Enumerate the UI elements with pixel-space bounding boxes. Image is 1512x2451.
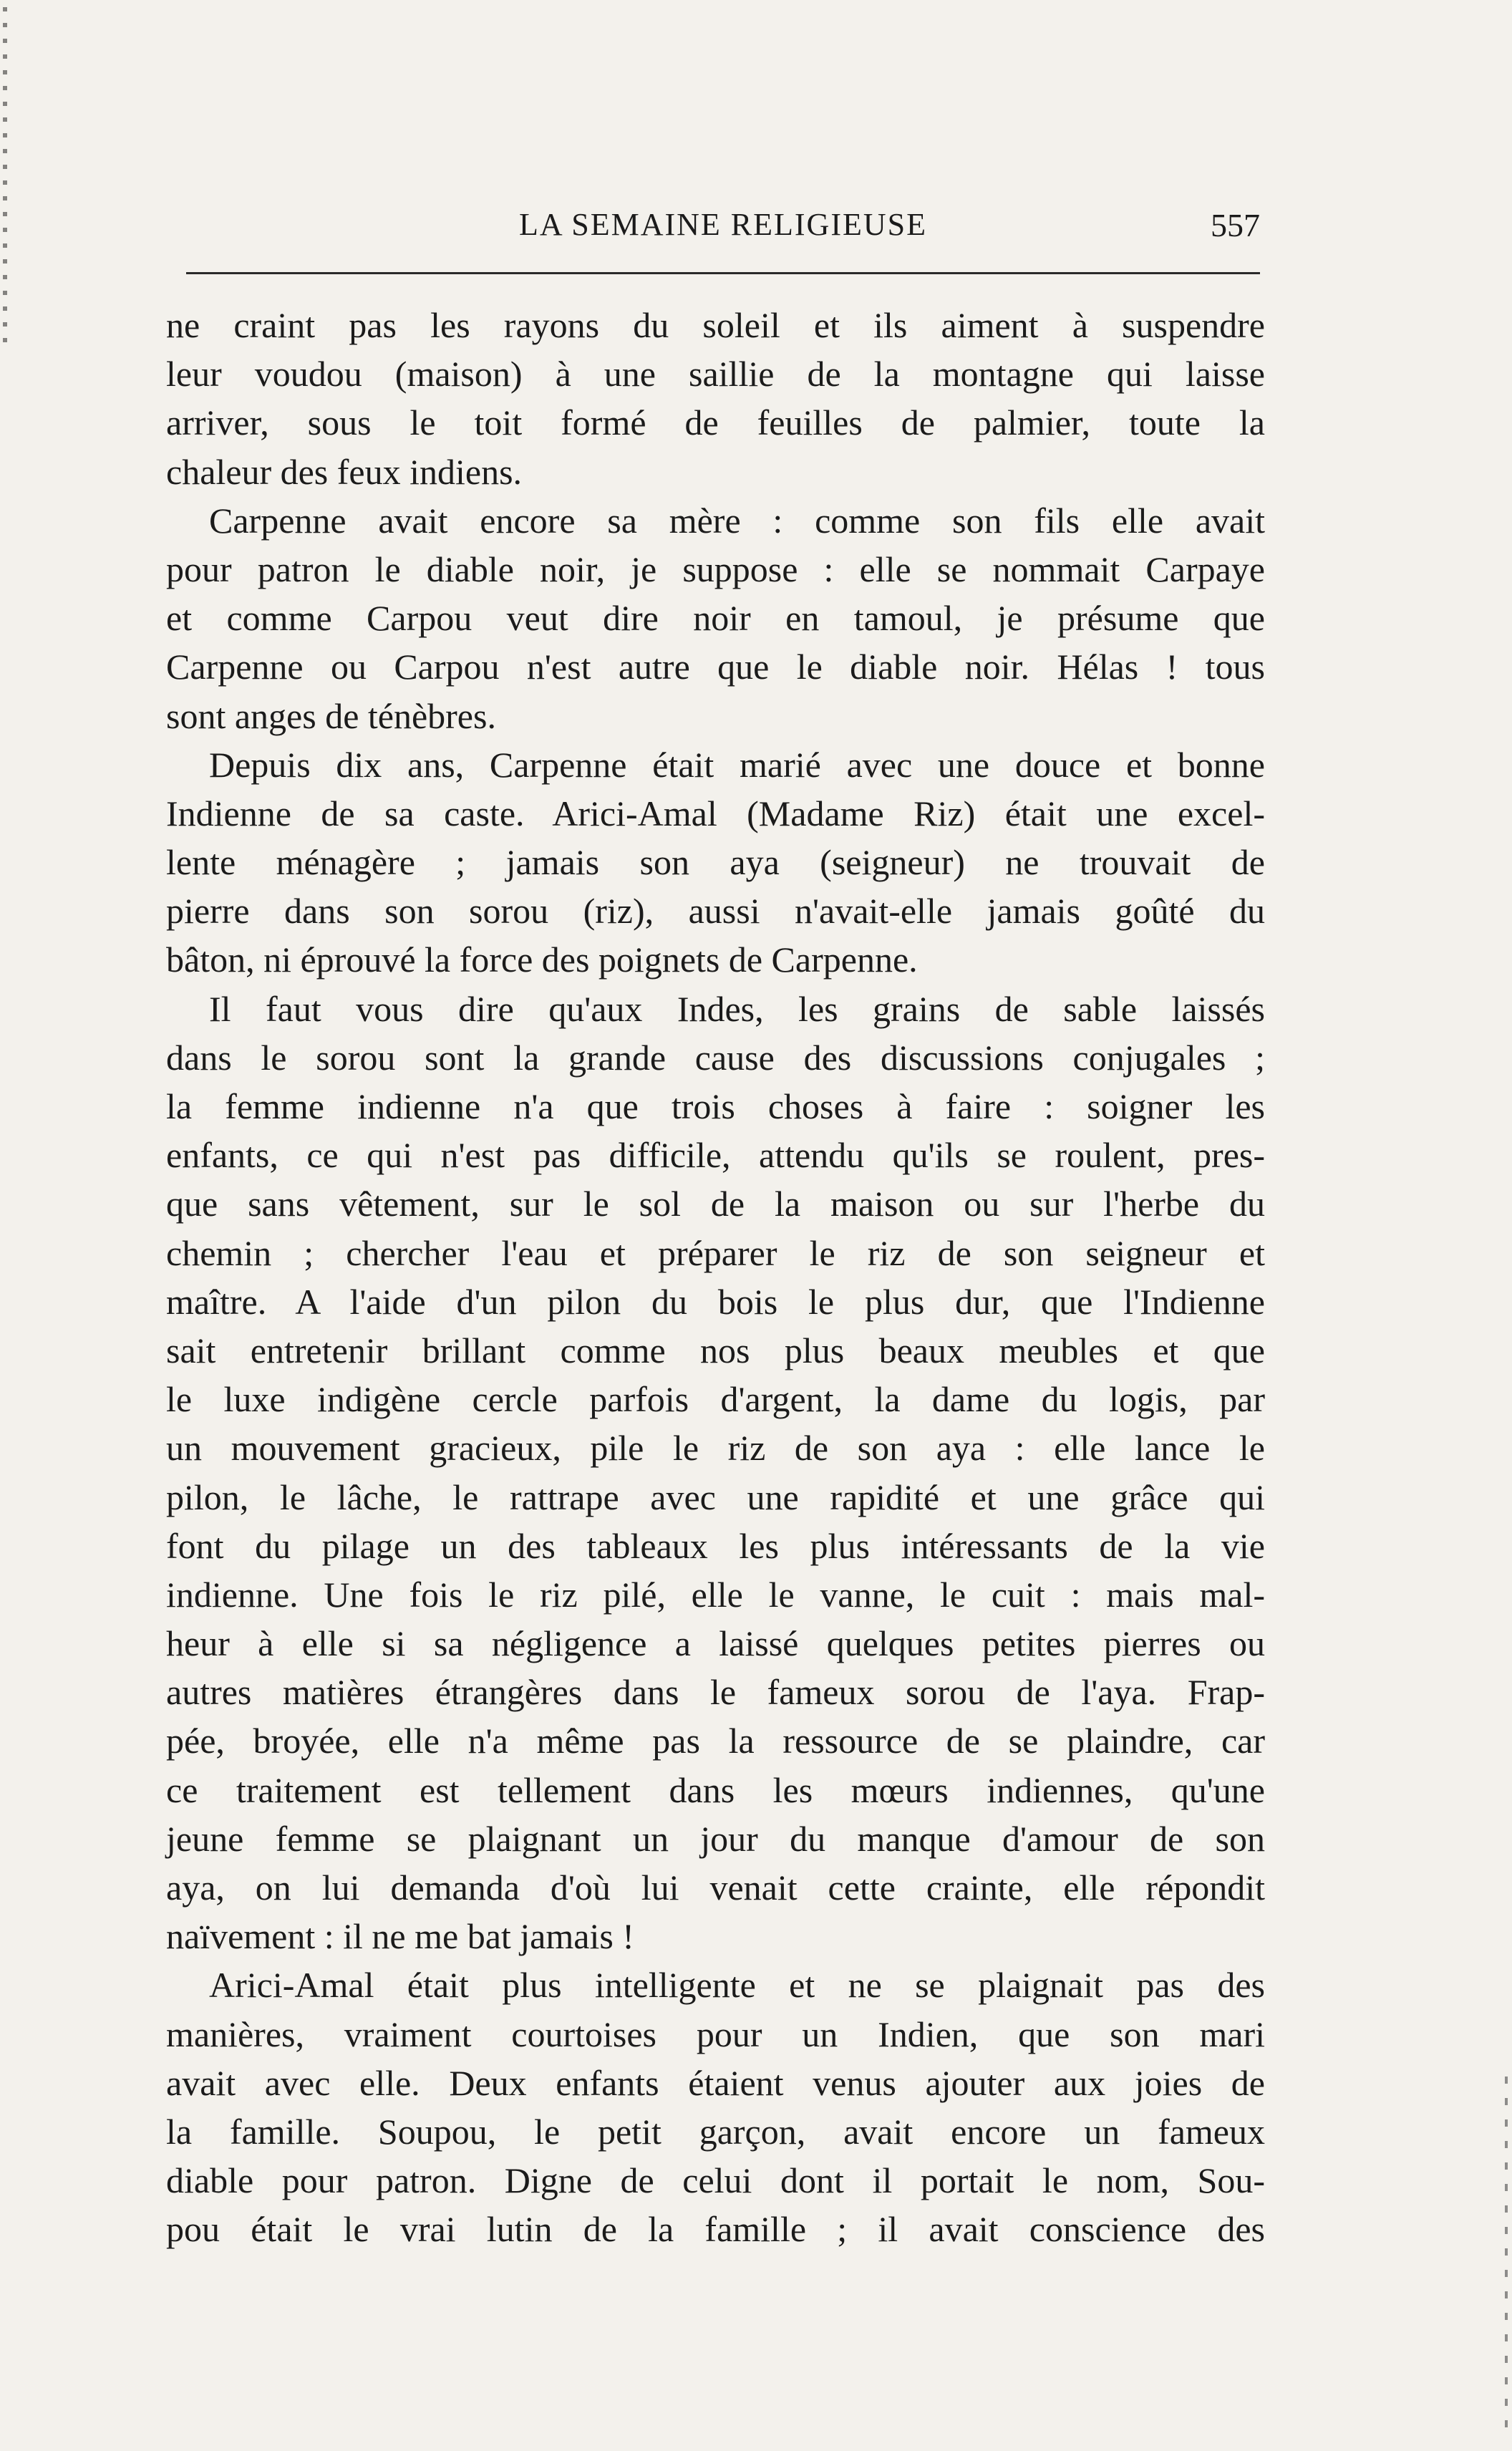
text-line: que sans vêtement, sur le sol de la maison ou sur l'herbe du [166,1184,1265,1224]
header-rule [186,272,1260,274]
running-title: LA SEMAINE RELIGIEUSE [519,207,927,242]
text-line: dans le sorou sont la grande cause des discussions conjugales ; [166,1037,1265,1078]
text-line: Arici-Amal était plus intelligente et ne se plaignait pas des [209,1965,1265,2006]
text-line: un mouvement gracieux, pile le riz de son aya : elle lance le [166,1428,1265,1469]
text-line: maître. A l'aide d'un pilon du bois le plus dur, que l'Indienne [166,1281,1265,1322]
text-line: leur voudou (maison) à une saillie de la montagne qui laisse [166,354,1265,395]
text-line: font du pilage un des tableaux les plus intéressants de la vie [166,1525,1265,1566]
text-line: Indienne de sa caste. Arici-Amal (Madame Riz) était une excel- [166,793,1265,833]
text-line: chaleur des feux indiens. [166,451,523,492]
text-line: la famille. Soupou, le petit garçon, avait encore un fameux [166,2111,1265,2152]
text-line: pour patron le diable noir, je suppose : elle se nommait Carpaye [166,548,1265,589]
text-line: bâton, ni éprouvé la force des poignets de Carpenne. [166,939,918,980]
text-line: Carpenne ou Carpou n'est autre que le diable noir. Hélas ! tous [166,647,1265,687]
text-line: ne craint pas les rayons du soleil et ils aiment à suspendre [166,305,1265,345]
page-number: 557 [1211,207,1260,243]
text-line: le luxe indigène cercle parfois d'argent, la dame du logis, par [166,1379,1265,1420]
scan-edge-marks-left [3,7,7,344]
text-line: indienne. Une fois le riz pilé, elle le vanne, le cuit : mais mal- [166,1574,1265,1615]
text-line: ce traitement est tellement dans les mœurs indiennes, qu'une [166,1769,1265,1810]
text-line: sont anges de ténèbres. [166,695,496,736]
text-line: Il faut vous dire qu'aux Indes, les grains de sable laissés [209,988,1265,1029]
text-line: la femme indienne n'a que trois choses à faire : soigner les [166,1086,1265,1126]
text-line: pilon, le lâche, le rattrape avec une rapidité et une grâce qui [166,1476,1265,1517]
text-line: enfants, ce qui n'est pas difficile, attendu qu'ils se roulent, pres- [166,1135,1265,1176]
text-line: aya, on lui demanda d'où lui venait cette crainte, elle répondit [166,1867,1265,1908]
text-line: Carpenne avait encore sa mère : comme son fils elle avait [209,500,1265,541]
text-line: et comme Carpou veut dire noir en tamoul, je présume que [166,598,1265,639]
text-line: sait entretenir brillant comme nos plus beaux meubles et que [166,1330,1265,1370]
text-line: chemin ; chercher l'eau et préparer le riz de son seigneur et [166,1232,1265,1273]
text-line: pée, broyée, elle n'a même pas la ressource de se plaindre, car [166,1721,1265,1761]
scan-edge-marks-right [1505,2077,1508,2435]
text-line: heur à elle si sa négligence a laissé quelques petites pierres ou [166,1623,1265,1664]
text-line: pou était le vrai lutin de la famille ; il avait conscience des [166,2209,1265,2250]
text-line: diable pour patron. Digne de celui dont il portait le nom, Sou- [166,2160,1265,2201]
text-line: jeune femme se plaignant un jour du manque d'amour de son [166,1818,1265,1859]
text-line: manières, vraiment courtoises pour un Indien, que son mari [166,2014,1265,2054]
text-line: autres matières étrangères dans le fameux sorou de l'aya. Frap- [166,1672,1265,1713]
body-text [166,301,1265,2254]
page-header [186,206,1260,256]
text-line: pierre dans son sorou (riz), aussi n'avait-elle jamais goûté du [166,891,1265,932]
text-line: naïvement : il ne me bat jamais ! [166,1916,634,1957]
text-line: arriver, sous le toit formé de feuilles de palmier, toute la [166,402,1265,443]
text-line: Depuis dix ans, Carpenne était marié avec une douce et bonne [209,744,1265,785]
text-line: lente ménagère ; jamais son aya (seigneur) ne trouvait de [166,842,1265,883]
text-line: avait avec elle. Deux enfants étaient venus ajouter aux joies de [166,2062,1265,2103]
